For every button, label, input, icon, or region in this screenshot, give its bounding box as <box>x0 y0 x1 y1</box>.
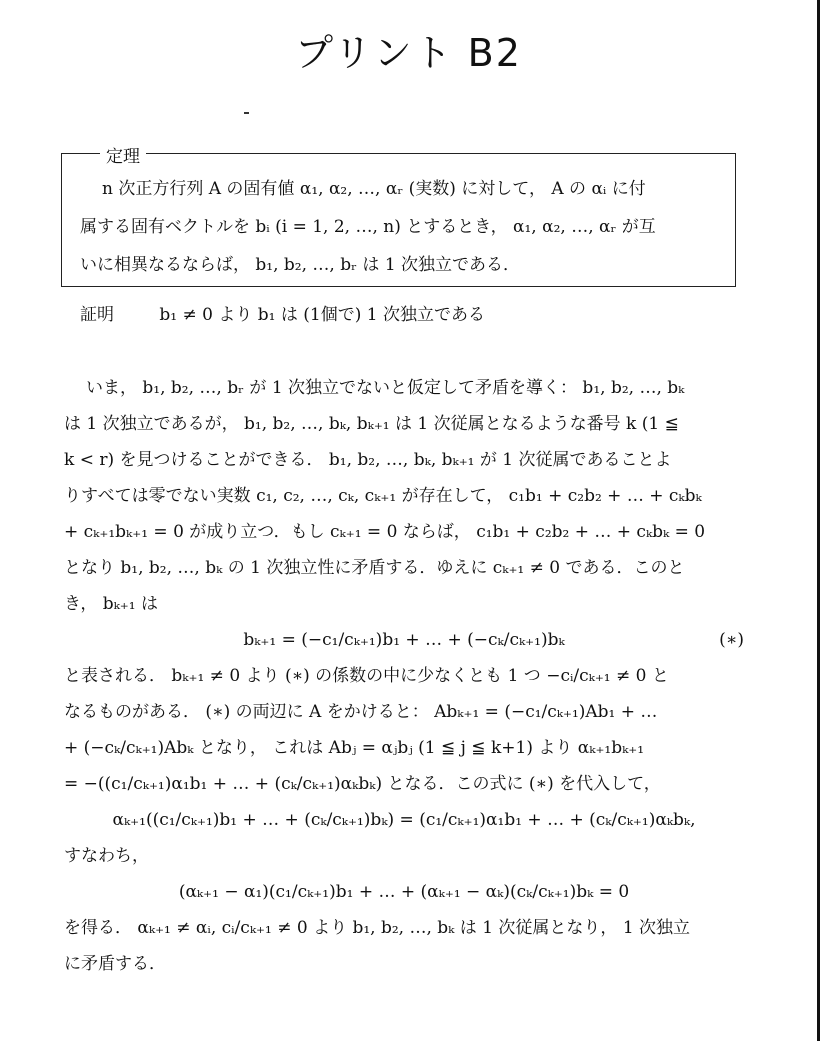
page-title: プリント B2 <box>295 31 522 75</box>
theorem-line-2: 属する固有ベクトルを bᵢ (i = 1, 2, …, n) とするとき， α₁, α₂, …, αᵣ が互 <box>80 217 656 237</box>
body-line-2: は 1 次独立であるが， b₁, b₂, …, bₖ, bₖ₊₁ は 1 次従属となるような番号 k (1 ≦ <box>64 414 679 434</box>
page-edge-rule <box>817 0 820 1041</box>
body-line-13: すなわち， <box>64 846 149 866</box>
proof-body <box>64 370 744 982</box>
theorem-line-1: n 次正方行列 A の固有値 α₁, α₂, …, αᵣ (実数) に対して， A の αᵢ に付 <box>102 179 646 199</box>
proof-statement: b₁ ≠ 0 より b₁ は (1個で) 1 次独立である <box>159 305 485 325</box>
body-line-7: き， bₖ₊₁ は <box>64 594 158 614</box>
theorem-line-3: いに相異なるならば， b₁, b₂, …, bᵣ は 1 次独立である． <box>80 255 521 275</box>
body-line-1: いま， b₁, b₂, …, bᵣ が 1 次独立でないと仮定して矛盾を導く： b₁, b₂, …, bₖ <box>86 378 685 398</box>
body-line-9: なるものがある． (∗) の両辺に A をかけると： Abₖ₊₁ = (−c₁/cₖ₊₁)Ab₁ + … <box>64 702 658 722</box>
stray-mark <box>244 112 249 114</box>
body-line-10: + (−cₖ/cₖ₊₁)Abₖ となり， これは Abⱼ = αⱼbⱼ (1 ≦ j ≦ k+1) より αₖ₊₁bₖ₊₁ <box>64 738 645 758</box>
proof-first-line <box>80 300 485 330</box>
body-line-3: k < r) を見つけることができる． b₁, b₂, …, bₖ, bₖ₊₁ が 1 次従属であることよ <box>64 450 672 470</box>
body-line-11: = −((c₁/cₖ₊₁)α₁b₁ + … + (cₖ/cₖ₊₁)αₖbₖ) となる．この式に (∗) を代入して， <box>64 774 661 794</box>
body-line-4: りすべては零でない実数 c₁, c₂, …, cₖ, cₖ₊₁ が存在して， c₁b₁ + c₂b₂ + … + cₖbₖ <box>64 486 702 506</box>
body-line-5: + cₖ₊₁bₖ₊₁ = 0 が成り立つ．もし cₖ₊₁ = 0 ならば， c₁b₁ + c₂b₂ + … + cₖbₖ = 0 <box>64 522 706 542</box>
body-line-6: となり b₁, b₂, …, bₖ の 1 次独立性に矛盾する．ゆえに cₖ₊₁ ≠ 0 である．このと <box>64 558 685 578</box>
body-line-14: を得る． αₖ₊₁ ≠ αᵢ, cᵢ/cₖ₊₁ ≠ 0 より b₁, b₂, …, bₖ は 1 次従属となり， 1 次独立 <box>64 918 691 938</box>
proof-heading: 証明 <box>80 305 114 325</box>
body-line-12: αₖ₊₁((c₁/cₖ₊₁)b₁ + … + (cₖ/cₖ₊₁)bₖ) = (c₁/cₖ₊₁)α₁b₁ + … + (cₖ/cₖ₊₁)αₖbₖ, <box>112 810 696 830</box>
body-line-15: に矛盾する． <box>64 954 166 974</box>
equation-star-tag: (∗) <box>719 630 744 650</box>
body-line-8: と表される． bₖ₊₁ ≠ 0 より (∗) の係数の中に少なくとも 1 つ −cᵢ/cₖ₊₁ ≠ 0 と <box>64 666 669 686</box>
theorem-label-text: 定理 <box>106 147 140 167</box>
equation-result: (αₖ₊₁ − α₁)(c₁/cₖ₊₁)b₁ + … + (αₖ₊₁ − αₖ)(cₖ/cₖ₊₁)bₖ = 0 <box>178 882 630 902</box>
equation-star: bₖ₊₁ = (−c₁/cₖ₊₁)b₁ + … + (−cₖ/cₖ₊₁)bₖ <box>243 630 565 650</box>
theorem-text <box>80 170 730 284</box>
equation-star-row <box>64 622 744 658</box>
theorem-label <box>100 142 146 167</box>
